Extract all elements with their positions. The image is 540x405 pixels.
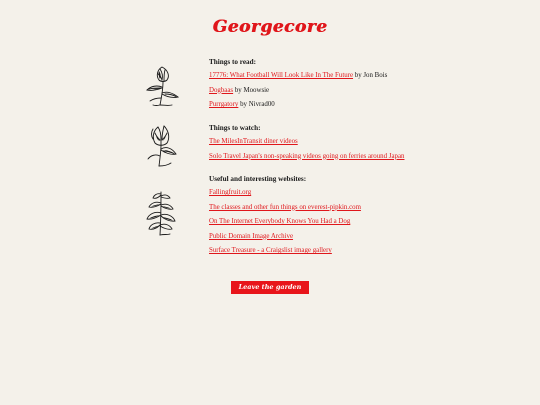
list-item <box>209 100 509 109</box>
section-reading <box>209 56 509 115</box>
link-internet-dog[interactable]: On The Internet Everybody Knows You Had a Dog <box>209 218 351 225</box>
site-title: Georgecore <box>212 17 328 37</box>
list-item <box>209 203 509 212</box>
tulip-flower-icon <box>140 121 190 169</box>
link-dogbaas[interactable]: Dogbaas <box>209 86 234 94</box>
section-websites <box>209 173 509 265</box>
list-item <box>209 71 509 80</box>
link-public-domain-image-archive[interactable]: Public Domain Image Archive <box>209 232 294 240</box>
section-watching <box>209 122 509 166</box>
list-item <box>209 152 509 161</box>
section-heading: Things to watch: <box>209 124 261 132</box>
link-purrgatory[interactable]: Purrgatory <box>209 101 239 108</box>
list-item <box>209 232 509 241</box>
list-item <box>209 246 509 255</box>
link-fallingfruit[interactable]: Fallingfruit.org <box>209 189 252 196</box>
link-everest-pipkin[interactable]: The classes and other fun things on everest-pipkin.com <box>209 203 361 211</box>
leave-garden-button[interactable]: Leave the garden <box>231 281 309 294</box>
link-17776[interactable]: 17776: What Football Will Look Like In The Future <box>209 72 354 79</box>
list-item <box>209 188 509 197</box>
leafy-sprig-icon <box>140 188 190 238</box>
section-heading: Things to read: <box>209 58 256 66</box>
author-credit: by Moowsie <box>233 86 270 94</box>
list-scroll-fade <box>209 261 509 265</box>
author-credit: by Jon Bois <box>353 72 388 79</box>
link-surface-treasure[interactable]: Surface Treasure - a Craigslist image gallery <box>209 247 332 254</box>
tulip-bud-icon <box>140 61 190 109</box>
list-item <box>209 217 509 226</box>
link-milesintransit[interactable]: The MilesInTransit diner videos <box>209 138 298 145</box>
list-item <box>209 86 509 95</box>
section-heading: Useful and interesting websites: <box>209 175 307 183</box>
link-solo-travel-japan[interactable]: Solo Travel Japan's non-speaking videos going on ferries around Japan <box>209 152 405 160</box>
list-item <box>209 137 509 146</box>
author-credit: by Nivrad00 <box>238 101 275 108</box>
